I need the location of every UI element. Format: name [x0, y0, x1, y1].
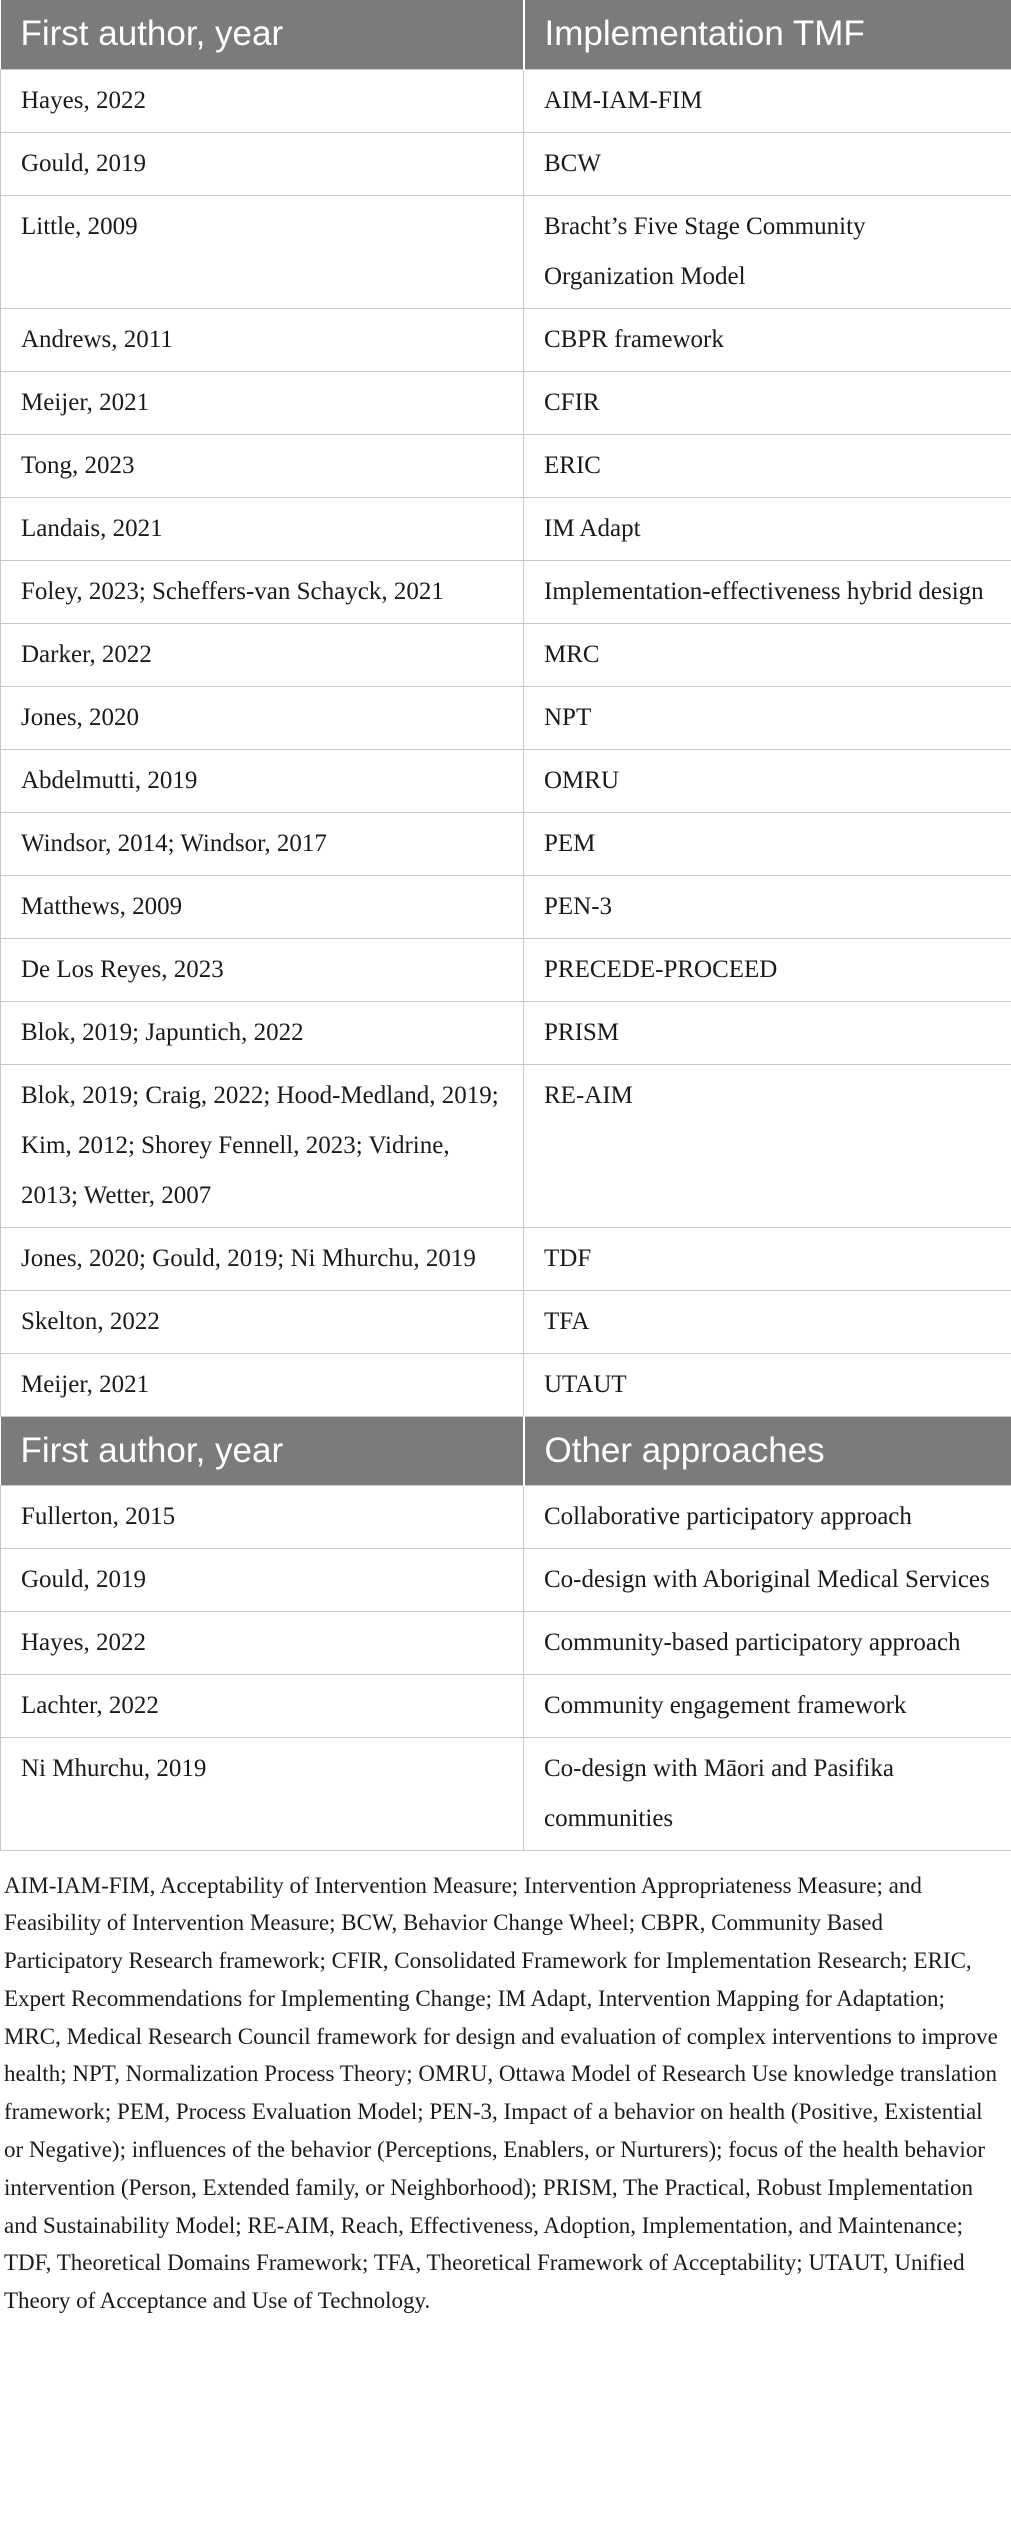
- framework-cell: Bracht’s Five Stage Community Organization Model: [524, 195, 1011, 308]
- framework-cell: Collaborative participatory approach: [524, 1485, 1011, 1548]
- framework-cell: Implementation-effectiveness hybrid design: [524, 560, 1011, 623]
- framework-cell: TDF: [524, 1227, 1011, 1290]
- other-header-group: [1, 1416, 1011, 1485]
- table-row: [1, 686, 1011, 749]
- table-row: [1, 308, 1011, 371]
- framework-cell: BCW: [524, 132, 1011, 195]
- author-cell: Ni Mhurchu, 2019: [1, 1737, 524, 1850]
- table-row: [1, 1485, 1011, 1548]
- other-table-body: [1, 1485, 1011, 1850]
- framework-cell: PRECEDE-PROCEED: [524, 938, 1011, 1001]
- table-row: [1, 1737, 1011, 1850]
- table-row: [1, 1227, 1011, 1290]
- table-row: [1, 371, 1011, 434]
- author-cell: Jones, 2020: [1, 686, 524, 749]
- framework-cell: RE-AIM: [524, 1064, 1011, 1227]
- table-row: [1, 1001, 1011, 1064]
- table-footnote: AIM-IAM-FIM, Acceptability of Intervention Measure; Intervention Appropriateness Measure; and Feasibility of Intervention Measure; BCW, Behavior Change Wheel; CBPR, Community Based Participatory Research framework; CFIR, Consolidated Framework for Implementation Research; ERIC, Expert Recommendations for Implementing Change; IM Adapt, Intervention Mapping for Adaptation; MRC, Medical Research Council framework for design and evaluation of complex interventions to improve health; NPT, Normalization Process Theory; OMRU, Ottawa Model of Research Use knowledge translation framework; PEM, Process Evaluation Model; PEN-3, Impact of a behavior on health (Positive, Existential or Negative); influences of the behavior (Perceptions, Enablers, or Nurturers); focus of the health behavior intervention (Person, Extended family, or Neighborhood); PRISM, The Practical, Robust Implementation and Sustainability Model; RE-AIM, Reach, Effectiveness, Adoption, Implementation, and Maintenance; TDF, Theoretical Domains Framework; TFA, Theoretical Framework of Acceptability; UTAUT, Unified Theory of Acceptance and Use of Technology.: [4, 1872, 998, 2314]
- framework-cell: IM Adapt: [524, 497, 1011, 560]
- framework-cell: ERIC: [524, 434, 1011, 497]
- author-cell: Andrews, 2011: [1, 308, 524, 371]
- table-row: [1, 623, 1011, 686]
- framework-cell: Community engagement framework: [524, 1674, 1011, 1737]
- author-cell: Matthews, 2009: [1, 875, 524, 938]
- author-cell: Landais, 2021: [1, 497, 524, 560]
- framework-cell: Co-design with Māori and Pasifika communities: [524, 1737, 1011, 1850]
- other-header-row: [1, 1416, 1011, 1485]
- framework-cell: TFA: [524, 1290, 1011, 1353]
- table-row: [1, 938, 1011, 1001]
- author-cell: Gould, 2019: [1, 132, 524, 195]
- table-row: [1, 812, 1011, 875]
- framework-cell: Co-design with Aboriginal Medical Services: [524, 1548, 1011, 1611]
- author-cell: Hayes, 2022: [1, 69, 524, 132]
- table-row: [1, 1674, 1011, 1737]
- author-cell: De Los Reyes, 2023: [1, 938, 524, 1001]
- author-cell: Foley, 2023; Scheffers-van Schayck, 2021: [1, 560, 524, 623]
- framework-cell: CFIR: [524, 371, 1011, 434]
- author-cell: Meijer, 2021: [1, 371, 524, 434]
- author-cell: Blok, 2019; Japuntich, 2022: [1, 1001, 524, 1064]
- author-cell: Jones, 2020; Gould, 2019; Ni Mhurchu, 2019: [1, 1227, 524, 1290]
- table-row: [1, 132, 1011, 195]
- tmf-header-row: [1, 0, 1011, 69]
- author-cell: Lachter, 2022: [1, 1674, 524, 1737]
- header-other-approaches: Other approaches: [524, 1416, 1011, 1485]
- framework-cell: AIM-IAM-FIM: [524, 69, 1011, 132]
- header-implementation-tmf: Implementation TMF: [524, 0, 1011, 69]
- framework-cell: PEN-3: [524, 875, 1011, 938]
- table-row: [1, 1064, 1011, 1227]
- framework-cell: CBPR framework: [524, 308, 1011, 371]
- author-cell: Meijer, 2021: [1, 1353, 524, 1416]
- framework-cell: OMRU: [524, 749, 1011, 812]
- author-cell: Tong, 2023: [1, 434, 524, 497]
- table-row: [1, 875, 1011, 938]
- author-cell: Darker, 2022: [1, 623, 524, 686]
- author-cell: Gould, 2019: [1, 1548, 524, 1611]
- table-row: [1, 434, 1011, 497]
- table-row: [1, 749, 1011, 812]
- table-row: [1, 195, 1011, 308]
- author-cell: Abdelmutti, 2019: [1, 749, 524, 812]
- author-cell: Hayes, 2022: [1, 1611, 524, 1674]
- table-row: [1, 1611, 1011, 1674]
- framework-cell: PEM: [524, 812, 1011, 875]
- table-row: [1, 1353, 1011, 1416]
- author-cell: Little, 2009: [1, 195, 524, 308]
- header-first-author: First author, year: [1, 0, 524, 69]
- framework-cell: NPT: [524, 686, 1011, 749]
- tmf-table-body: [1, 69, 1011, 1416]
- header-first-author-other: First author, year: [1, 1416, 524, 1485]
- table-row: [1, 69, 1011, 132]
- framework-cell: PRISM: [524, 1001, 1011, 1064]
- table-row: [1, 1290, 1011, 1353]
- framework-cell: UTAUT: [524, 1353, 1011, 1416]
- table-row: [1, 497, 1011, 560]
- table-row: [1, 1548, 1011, 1611]
- framework-cell: MRC: [524, 623, 1011, 686]
- author-cell: Windsor, 2014; Windsor, 2017: [1, 812, 524, 875]
- author-cell: Skelton, 2022: [1, 1290, 524, 1353]
- author-cell: Blok, 2019; Craig, 2022; Hood-Medland, 2019; Kim, 2012; Shorey Fennell, 2023; Vidrine, 2013; Wetter, 2007: [1, 1064, 524, 1227]
- table-row: [1, 560, 1011, 623]
- framework-cell: Community-based participatory approach: [524, 1611, 1011, 1674]
- author-cell: Fullerton, 2015: [1, 1485, 524, 1548]
